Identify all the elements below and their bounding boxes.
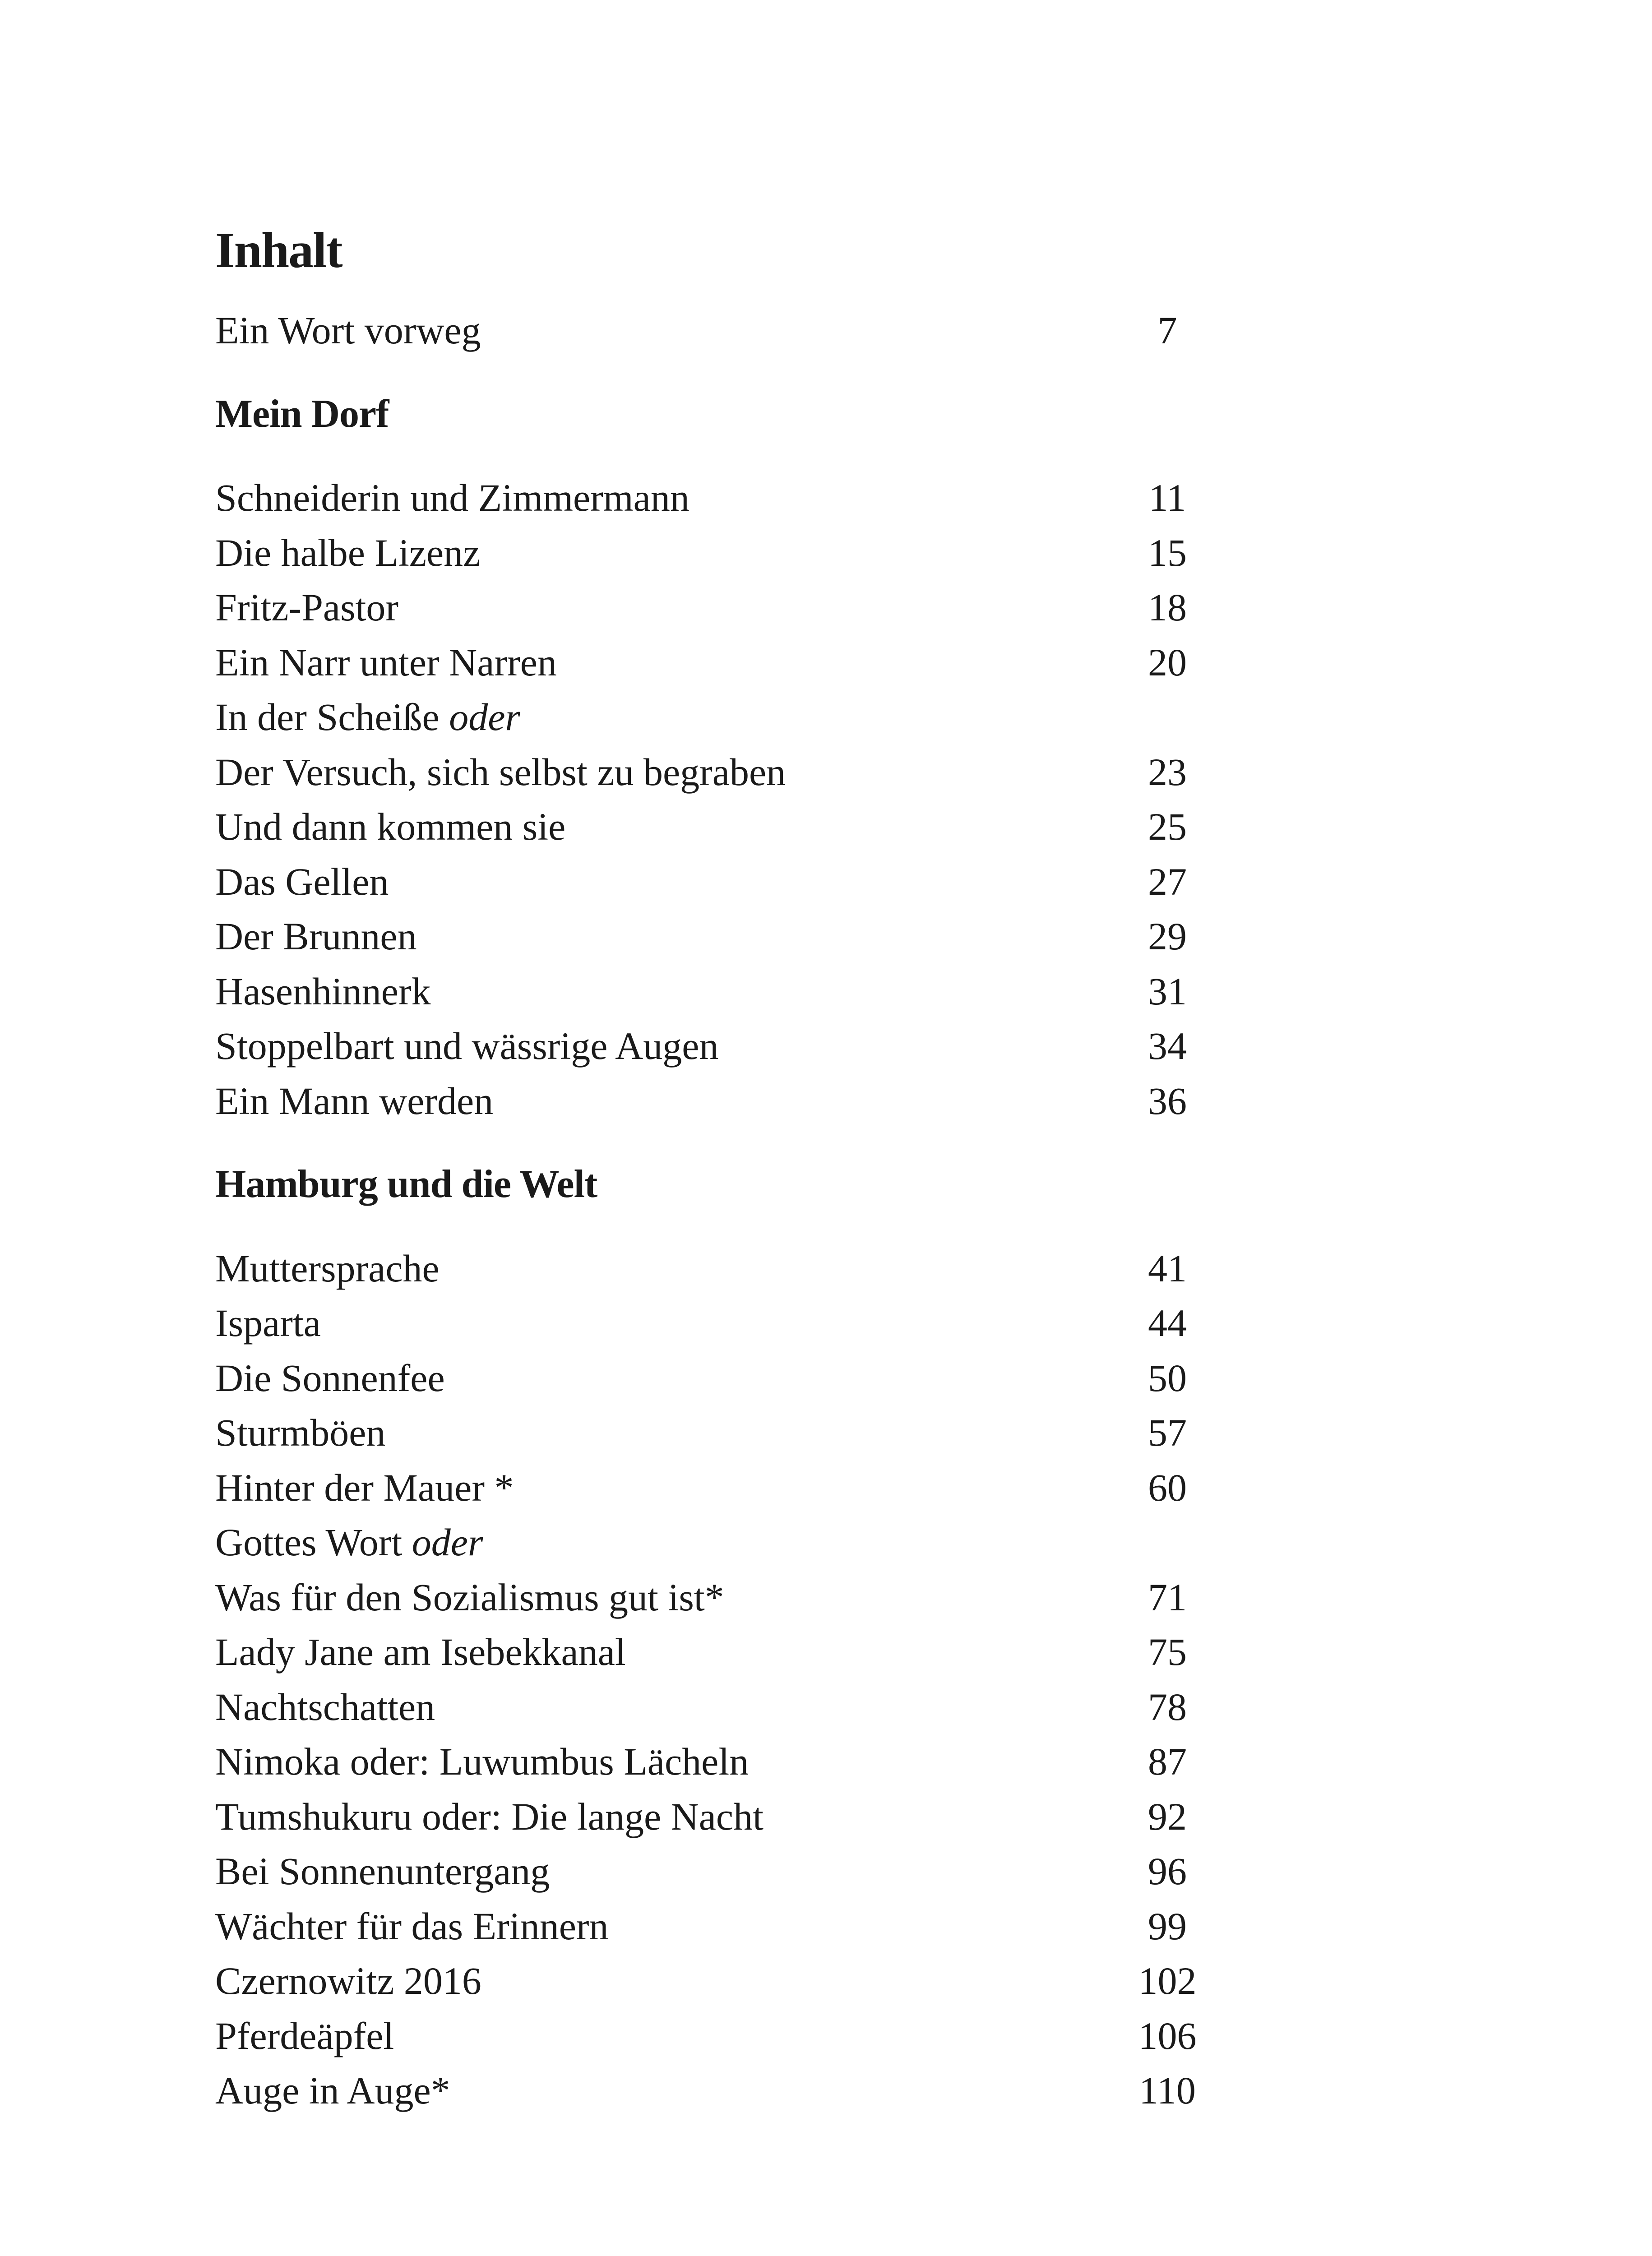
toc-entry-title-text: Die halbe Lizenz <box>215 531 481 574</box>
toc-entry-title <box>215 745 1109 800</box>
toc-entry-page-number: 11 <box>1148 476 1186 519</box>
toc-entry-title <box>215 1954 1109 2009</box>
toc-entry-title <box>215 1680 1109 1735</box>
toc-entry-title-text: Hinter der Mauer * <box>215 1465 514 1509</box>
toc-entry-title <box>215 690 1109 745</box>
toc-entry-page-number: 96 <box>1148 1849 1187 1893</box>
toc-entry-page-number: 18 <box>1148 586 1187 629</box>
toc-entry-title-text: Isparta <box>215 1301 321 1345</box>
toc-entry-title <box>215 1351 1109 1406</box>
toc-entry <box>215 1680 1226 1735</box>
toc-entry-title-text: Auge in Auge* <box>215 2069 450 2112</box>
toc-entry-title <box>215 1625 1109 1680</box>
toc-entry-page-number: 7 <box>1157 309 1177 352</box>
toc-entry-title <box>215 1074 1109 1129</box>
toc-entry-title <box>215 1844 1109 1899</box>
toc-entry-title <box>215 1789 1109 1845</box>
toc-entry-title-text: Ein Mann werden <box>215 1079 494 1123</box>
toc-entry-title-text: Nimoka oder: Luwumbus Lächeln <box>215 1740 749 1783</box>
toc-entry <box>215 964 1226 1019</box>
toc-entry <box>215 1625 1226 1680</box>
toc-entry <box>215 1351 1226 1406</box>
toc-entry-title <box>215 964 1109 1019</box>
toc-entry-title <box>215 1515 1109 1570</box>
toc-entry-page-number: 110 <box>1139 2069 1196 2112</box>
toc-entry-title-text: Und dann kommen sie <box>215 805 566 848</box>
toc-entry-title <box>215 635 1109 690</box>
toc-entry-title <box>215 471 1109 526</box>
toc-entry <box>215 1789 1226 1845</box>
toc-entry-title <box>215 1734 1109 1789</box>
toc-entry-title <box>215 1405 1109 1461</box>
toc-entry-page-number: 15 <box>1148 531 1187 574</box>
toc-entry <box>215 1844 1226 1899</box>
toc-entry-title-text: Das Gellen <box>215 860 389 903</box>
toc-entry <box>215 909 1226 964</box>
toc-entry <box>215 1241 1226 1296</box>
toc-entry-title-text: Bei Sonnenuntergang <box>215 1849 550 1893</box>
toc-entry <box>215 526 1226 581</box>
toc-entry-title-text: Muttersprache <box>215 1246 440 1290</box>
toc-entry-title <box>215 1570 1109 1625</box>
toc-body <box>215 303 1226 2118</box>
toc-entry <box>215 1734 1226 1789</box>
toc-entry-page-number: 29 <box>1148 915 1187 958</box>
toc-entry <box>215 745 1226 800</box>
toc-entry-conjunction: oder <box>449 695 520 739</box>
toc-entry-title-text: Der Versuch, sich selbst zu begraben <box>215 750 786 794</box>
toc-entry-page-number: 20 <box>1148 640 1187 684</box>
toc-entry-title-text: Czernowitz 2016 <box>215 1959 481 2002</box>
toc-entry-page-number: 31 <box>1148 969 1187 1013</box>
toc-entry-page-number: 36 <box>1148 1079 1187 1123</box>
toc-entry <box>215 1074 1226 1129</box>
toc-entry-title-text: Schneiderin und Zimmermann <box>215 476 689 519</box>
section-heading: Hamburg und die Welt <box>215 1162 597 1206</box>
toc-entry-page-number: 27 <box>1148 860 1187 903</box>
toc-entry-title-text: Sturmböen <box>215 1411 386 1454</box>
toc-entry-page-number: 60 <box>1148 1465 1187 1509</box>
toc-entry-page-number: 92 <box>1148 1794 1187 1838</box>
toc-entry <box>215 690 1226 745</box>
toc-entry-title <box>215 303 1109 358</box>
toc-entry-page-number: 23 <box>1148 750 1187 794</box>
toc-entry-title <box>215 909 1109 964</box>
toc-entry-conjunction: oder <box>412 1521 483 1564</box>
toc-entry-title <box>215 1296 1109 1351</box>
toc-entry <box>215 1954 1226 2009</box>
toc-entry-page-number: 41 <box>1148 1246 1187 1290</box>
section-heading: Mein Dorf <box>215 392 389 436</box>
toc-entry-title-text: Ein Narr unter Narren <box>215 640 557 684</box>
toc-entry-page-number: 50 <box>1148 1356 1187 1400</box>
toc-entry-page-number: 34 <box>1148 1024 1187 1068</box>
toc-entry-page-number: 99 <box>1148 1904 1187 1948</box>
table-of-contents <box>215 217 1226 2118</box>
toc-entry-title-text: Lady Jane am Isebekkanal <box>215 1630 626 1674</box>
toc-entry-title-text: Tumshukuru oder: Die lange Nacht <box>215 1794 764 1838</box>
toc-entry-page-number: 71 <box>1148 1575 1187 1619</box>
toc-entry-title <box>215 580 1109 635</box>
section-entries <box>215 471 1226 1128</box>
toc-entry <box>215 303 1226 358</box>
toc-entry <box>215 1570 1226 1625</box>
toc-entry <box>215 855 1226 910</box>
toc-entry-title <box>215 1019 1109 1074</box>
toc-entry <box>215 1405 1226 1461</box>
toc-entry-title <box>215 2063 1109 2118</box>
toc-entry <box>215 2009 1226 2064</box>
toc-entry-page-number: 25 <box>1148 805 1187 848</box>
toc-entry-title-text: Fritz-Pastor <box>215 586 399 629</box>
section-entries <box>215 1241 1226 2118</box>
toc-entry-page-number: 75 <box>1148 1630 1187 1674</box>
toc-entry <box>215 580 1226 635</box>
toc-entry-title <box>215 2009 1109 2064</box>
toc-entry-title-text: Nachtschatten <box>215 1685 435 1729</box>
toc-entry-title <box>215 800 1109 855</box>
toc-entry-page-number: 57 <box>1148 1411 1187 1454</box>
toc-entry-title <box>215 855 1109 910</box>
toc-entry-title-text: Ein Wort vorweg <box>215 309 481 352</box>
toc-entry-title-text: Pferdeäpfel <box>215 2014 394 2057</box>
toc-entry <box>215 1019 1226 1074</box>
toc-entry-page-number: 102 <box>1138 1959 1197 2002</box>
toc-entry-title <box>215 526 1109 581</box>
toc-entry-title-text: In der Scheiße <box>215 695 440 739</box>
toc-entry-title <box>215 1899 1109 1954</box>
toc-entry <box>215 1515 1226 1570</box>
toc-entry <box>215 2063 1226 2118</box>
toc-entry-title-text: Stoppelbart und wässrige Augen <box>215 1024 719 1068</box>
toc-entry-title-text: Gottes Wort <box>215 1521 403 1564</box>
toc-entry <box>215 635 1226 690</box>
toc-entry-title <box>215 1461 1109 1516</box>
toc-entry <box>215 471 1226 526</box>
toc-entry-page-number: 87 <box>1148 1740 1187 1783</box>
toc-entry-title-text: Wächter für das Erinnern <box>215 1904 609 1948</box>
toc-entry-title-text: Der Brunnen <box>215 915 417 958</box>
toc-entry-title-text: Was für den Sozialismus gut ist* <box>215 1575 724 1619</box>
toc-entry-page-number: 44 <box>1148 1301 1187 1345</box>
toc-entry <box>215 1461 1226 1516</box>
toc-entry-page-number: 106 <box>1138 2014 1197 2057</box>
toc-entry <box>215 1899 1226 1954</box>
toc-entry-title <box>215 1241 1109 1296</box>
toc-entry-title-text: Die Sonnenfee <box>215 1356 445 1400</box>
toc-entry-title-text: Hasenhinnerk <box>215 969 431 1013</box>
toc-entry <box>215 1296 1226 1351</box>
toc-title: Inhalt <box>215 222 342 278</box>
toc-entry <box>215 800 1226 855</box>
toc-entry-page-number: 78 <box>1148 1685 1187 1729</box>
